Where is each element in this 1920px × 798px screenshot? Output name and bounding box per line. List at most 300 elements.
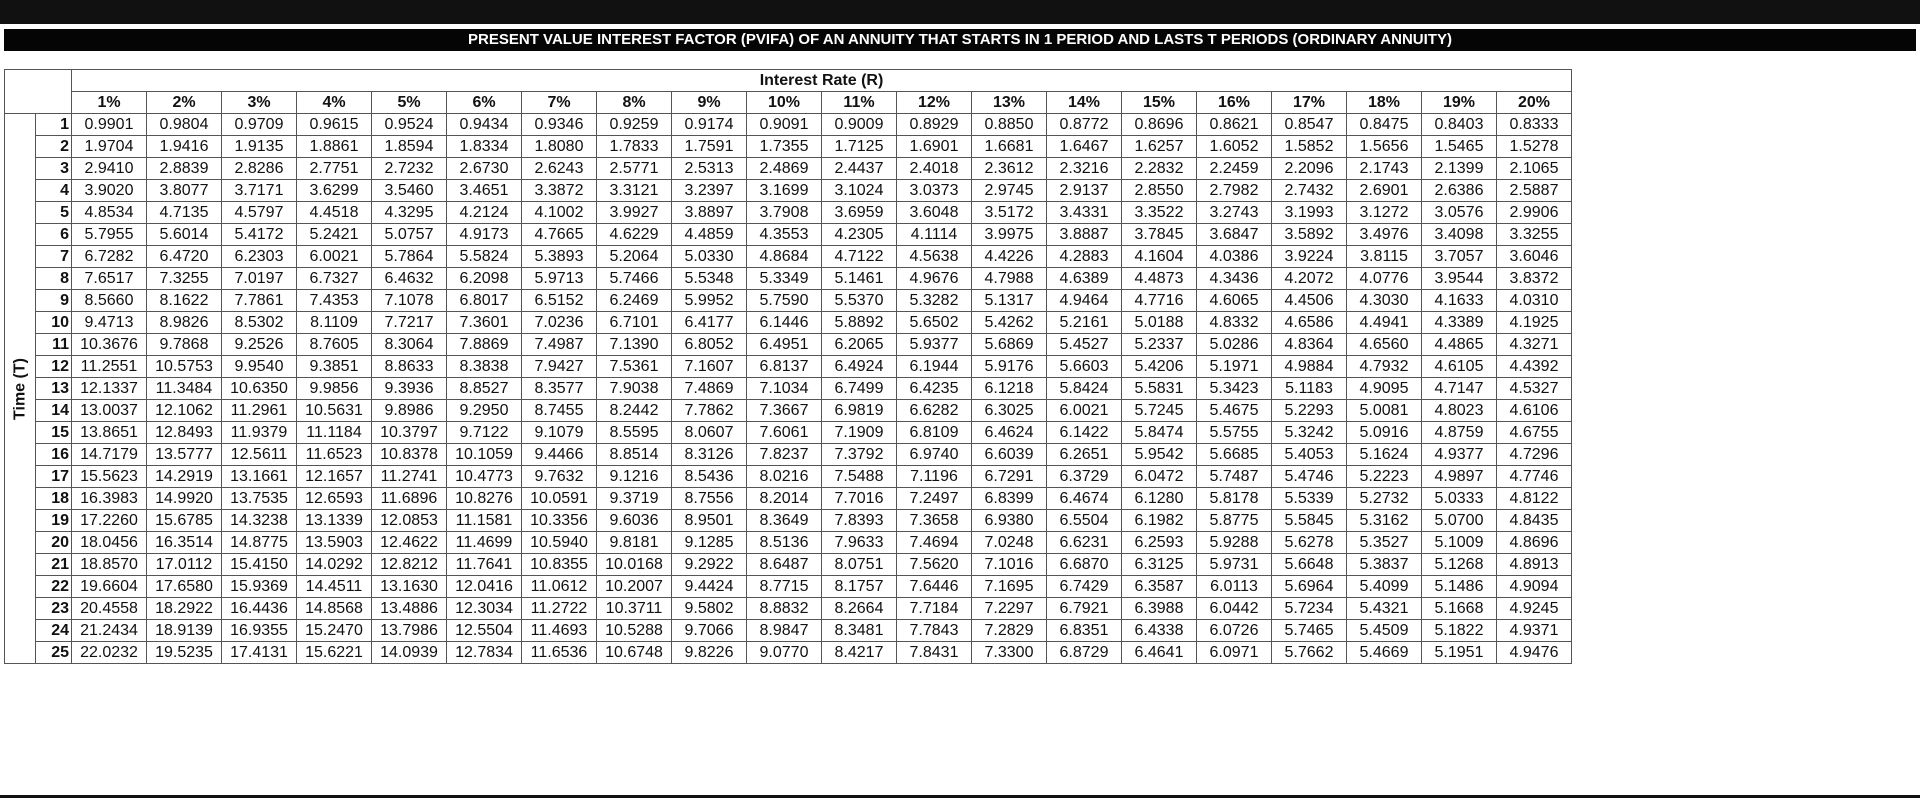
- factor-cell: 0.9091: [747, 114, 822, 136]
- factor-cell: 14.3238: [222, 510, 297, 532]
- factor-cell: 5.1183: [1272, 378, 1347, 400]
- factor-cell: 14.8568: [297, 598, 372, 620]
- factor-cell: 5.6278: [1272, 532, 1347, 554]
- factor-cell: 0.9259: [597, 114, 672, 136]
- table-row: [5, 312, 1572, 334]
- factor-cell: 6.3025: [972, 400, 1047, 422]
- factor-cell: 7.4353: [297, 290, 372, 312]
- factor-cell: 2.6730: [447, 158, 522, 180]
- factor-cell: 5.9731: [1197, 554, 1272, 576]
- factor-cell: 3.0373: [897, 180, 972, 202]
- factor-cell: 0.8929: [897, 114, 972, 136]
- factor-cell: 8.5436: [672, 466, 747, 488]
- factor-cell: 6.8729: [1047, 642, 1122, 664]
- factor-cell: 4.7147: [1422, 378, 1497, 400]
- factor-cell: 0.9346: [522, 114, 597, 136]
- factor-cell: 7.7016: [822, 488, 897, 510]
- factor-cell: 10.8276: [447, 488, 522, 510]
- factor-cell: 17.6580: [147, 576, 222, 598]
- factor-cell: 5.3242: [1272, 422, 1347, 444]
- factor-cell: 0.8475: [1347, 114, 1422, 136]
- factor-cell: 9.7122: [447, 422, 522, 444]
- factor-cell: 2.4018: [897, 158, 972, 180]
- factor-cell: 4.8364: [1272, 334, 1347, 356]
- factor-cell: 4.7296: [1497, 444, 1572, 466]
- factor-cell: 3.7171: [222, 180, 297, 202]
- factor-cell: 3.6048: [897, 202, 972, 224]
- factor-cell: 5.0333: [1422, 488, 1497, 510]
- factor-cell: 8.4217: [822, 642, 897, 664]
- factor-cell: 4.0310: [1497, 290, 1572, 312]
- factor-cell: 6.7499: [822, 378, 897, 400]
- factor-cell: 6.8351: [1047, 620, 1122, 642]
- rate-header-cell: 19%: [1422, 92, 1497, 114]
- factor-cell: 4.4518: [297, 202, 372, 224]
- interest-rate-header: Interest Rate (R): [72, 70, 1572, 92]
- factor-cell: 13.0037: [72, 400, 147, 422]
- time-axis-label: Time (T): [11, 357, 29, 420]
- factor-cell: 4.4941: [1347, 312, 1422, 334]
- factor-cell: 5.3162: [1347, 510, 1422, 532]
- factor-cell: 11.1581: [447, 510, 522, 532]
- factor-cell: 10.3676: [72, 334, 147, 356]
- factor-cell: 5.7245: [1122, 400, 1197, 422]
- table-row: [5, 620, 1572, 642]
- factor-cell: 5.0081: [1347, 400, 1422, 422]
- factor-cell: 7.1078: [372, 290, 447, 312]
- factor-cell: 7.4987: [522, 334, 597, 356]
- factor-cell: 5.1971: [1197, 356, 1272, 378]
- factor-cell: 1.7355: [747, 136, 822, 158]
- factor-cell: 6.3587: [1122, 576, 1197, 598]
- factor-cell: 7.3601: [447, 312, 522, 334]
- factor-cell: 10.4773: [447, 466, 522, 488]
- factor-cell: 9.3719: [597, 488, 672, 510]
- factor-cell: 5.4527: [1047, 334, 1122, 356]
- factor-cell: 4.1002: [522, 202, 597, 224]
- factor-cell: 6.1982: [1122, 510, 1197, 532]
- factor-cell: 8.5660: [72, 290, 147, 312]
- factor-cell: 4.0386: [1197, 246, 1272, 268]
- table-title: PRESENT VALUE INTEREST FACTOR (PVIFA) OF AN ANNUITY THAT STARTS IN 1 PERIOD AND LASTS T PERIODS (ORDINARY ANNUITY): [4, 29, 1916, 51]
- factor-cell: 5.6502: [897, 312, 972, 334]
- factor-cell: 9.6036: [597, 510, 672, 532]
- factor-cell: 6.6231: [1047, 532, 1122, 554]
- factor-cell: 4.4226: [972, 246, 1047, 268]
- table-row: [5, 510, 1572, 532]
- factor-cell: 4.4859: [672, 224, 747, 246]
- factor-cell: 2.1065: [1497, 158, 1572, 180]
- factor-cell: 2.8286: [222, 158, 297, 180]
- factor-cell: 12.8493: [147, 422, 222, 444]
- factor-cell: 5.4262: [972, 312, 1047, 334]
- factor-cell: 5.4669: [1347, 642, 1422, 664]
- factor-cell: 13.7535: [222, 488, 297, 510]
- factor-cell: 9.9856: [297, 378, 372, 400]
- period-label: 1: [36, 114, 72, 136]
- factor-cell: 6.8052: [672, 334, 747, 356]
- header-row-rate-title: [5, 70, 1572, 92]
- factor-cell: 3.8115: [1347, 246, 1422, 268]
- factor-cell: 3.3255: [1497, 224, 1572, 246]
- period-label: 20: [36, 532, 72, 554]
- factor-cell: 8.9501: [672, 510, 747, 532]
- factor-cell: 5.7955: [72, 224, 147, 246]
- factor-cell: 7.8431: [897, 642, 972, 664]
- factor-cell: 4.7932: [1347, 356, 1422, 378]
- rate-header-cell: 13%: [972, 92, 1047, 114]
- factor-cell: 2.6243: [522, 158, 597, 180]
- factor-cell: 4.3030: [1347, 290, 1422, 312]
- period-label: 25: [36, 642, 72, 664]
- factor-cell: 3.1024: [822, 180, 897, 202]
- rate-header-cell: 8%: [597, 92, 672, 114]
- factor-cell: 1.8080: [522, 136, 597, 158]
- factor-cell: 5.1009: [1422, 532, 1497, 554]
- factor-cell: 6.2303: [222, 246, 297, 268]
- factor-cell: 15.5623: [72, 466, 147, 488]
- factor-cell: 5.6685: [1197, 444, 1272, 466]
- factor-cell: 15.4150: [222, 554, 297, 576]
- factor-cell: 7.1607: [672, 356, 747, 378]
- factor-cell: 5.1624: [1347, 444, 1422, 466]
- factor-cell: 4.6065: [1197, 290, 1272, 312]
- factor-cell: 2.9410: [72, 158, 147, 180]
- period-label: 21: [36, 554, 72, 576]
- factor-cell: 1.5852: [1272, 136, 1347, 158]
- factor-cell: 9.7632: [522, 466, 597, 488]
- factor-cell: 18.8570: [72, 554, 147, 576]
- table-row: [5, 268, 1572, 290]
- factor-cell: 6.2469: [597, 290, 672, 312]
- factor-cell: 5.1268: [1422, 554, 1497, 576]
- corner-blank-cell: [5, 70, 72, 114]
- table-row: [5, 334, 1572, 356]
- period-label: 22: [36, 576, 72, 598]
- factor-cell: 6.5152: [522, 290, 597, 312]
- factor-cell: 4.6755: [1497, 422, 1572, 444]
- factor-cell: 18.0456: [72, 532, 147, 554]
- factor-cell: 5.4172: [222, 224, 297, 246]
- factor-cell: 5.5845: [1272, 510, 1347, 532]
- factor-cell: 13.1630: [372, 576, 447, 598]
- factor-cell: 4.3389: [1422, 312, 1497, 334]
- factor-cell: 3.7057: [1422, 246, 1497, 268]
- factor-cell: 5.7466: [597, 268, 672, 290]
- factor-cell: 19.6604: [72, 576, 147, 598]
- factor-cell: 14.4511: [297, 576, 372, 598]
- factor-cell: 4.1925: [1497, 312, 1572, 334]
- factor-cell: 5.8474: [1122, 422, 1197, 444]
- factor-cell: 14.7179: [72, 444, 147, 466]
- factor-cell: 0.8621: [1197, 114, 1272, 136]
- factor-cell: 5.4675: [1197, 400, 1272, 422]
- factor-cell: 2.2096: [1272, 158, 1347, 180]
- factor-cell: 13.1661: [222, 466, 297, 488]
- factor-cell: 7.3300: [972, 642, 1047, 664]
- factor-cell: 1.8594: [372, 136, 447, 158]
- factor-cell: 5.8775: [1197, 510, 1272, 532]
- rate-header-cell: 16%: [1197, 92, 1272, 114]
- factor-cell: 6.4632: [372, 268, 447, 290]
- factor-cell: 5.5339: [1272, 488, 1347, 510]
- factor-cell: 8.1757: [822, 576, 897, 598]
- table-row: [5, 598, 1572, 620]
- factor-cell: 11.3484: [147, 378, 222, 400]
- factor-cell: 7.1034: [747, 378, 822, 400]
- factor-cell: 7.5488: [822, 466, 897, 488]
- factor-cell: 18.9139: [147, 620, 222, 642]
- factor-cell: 4.5797: [222, 202, 297, 224]
- factor-cell: 3.4976: [1347, 224, 1422, 246]
- factor-cell: 8.9847: [747, 620, 822, 642]
- factor-cell: 7.9633: [822, 532, 897, 554]
- factor-cell: 14.8775: [222, 532, 297, 554]
- factor-cell: 5.1461: [822, 268, 897, 290]
- table-row: [5, 488, 1572, 510]
- factor-cell: 4.9464: [1047, 290, 1122, 312]
- factor-cell: 6.7327: [297, 268, 372, 290]
- factor-cell: 16.4436: [222, 598, 297, 620]
- factor-cell: 4.6389: [1047, 268, 1122, 290]
- factor-cell: 7.2297: [972, 598, 1047, 620]
- period-label: 24: [36, 620, 72, 642]
- factor-cell: 7.7843: [897, 620, 972, 642]
- factor-cell: 7.8237: [747, 444, 822, 466]
- factor-cell: 14.0939: [372, 642, 447, 664]
- factor-cell: 2.1743: [1347, 158, 1422, 180]
- factor-cell: 8.1109: [297, 312, 372, 334]
- factor-cell: 0.8547: [1272, 114, 1347, 136]
- factor-cell: 10.3356: [522, 510, 597, 532]
- factor-cell: 9.1285: [672, 532, 747, 554]
- factor-cell: 12.1657: [297, 466, 372, 488]
- factor-cell: 4.9371: [1497, 620, 1572, 642]
- factor-cell: 15.2470: [297, 620, 372, 642]
- factor-cell: 5.2421: [297, 224, 372, 246]
- table-row: [5, 400, 1572, 422]
- factor-cell: 1.5656: [1347, 136, 1422, 158]
- rate-header-cell: 20%: [1497, 92, 1572, 114]
- factor-cell: 5.7234: [1272, 598, 1347, 620]
- table-row: [5, 136, 1572, 158]
- factor-cell: 2.7982: [1197, 180, 1272, 202]
- factor-cell: 9.8986: [372, 400, 447, 422]
- factor-cell: 16.3983: [72, 488, 147, 510]
- factor-cell: 7.4694: [897, 532, 972, 554]
- factor-cell: 3.9020: [72, 180, 147, 202]
- period-label: 8: [36, 268, 72, 290]
- factor-cell: 5.0757: [372, 224, 447, 246]
- factor-cell: 7.3658: [897, 510, 972, 532]
- factor-cell: 11.0612: [522, 576, 597, 598]
- factor-cell: 3.1699: [747, 180, 822, 202]
- factor-cell: 6.4624: [972, 422, 1047, 444]
- factor-cell: 0.9901: [72, 114, 147, 136]
- factor-cell: 5.4206: [1122, 356, 1197, 378]
- factor-cell: 5.2064: [597, 246, 672, 268]
- factor-cell: 11.6536: [522, 642, 597, 664]
- factor-cell: 9.9540: [222, 356, 297, 378]
- factor-cell: 8.2664: [822, 598, 897, 620]
- table-row: [5, 466, 1572, 488]
- factor-cell: 4.8534: [72, 202, 147, 224]
- period-label: 6: [36, 224, 72, 246]
- factor-cell: 6.8137: [747, 356, 822, 378]
- factor-cell: 5.3527: [1347, 532, 1422, 554]
- factor-cell: 13.1339: [297, 510, 372, 532]
- factor-cell: 10.3711: [597, 598, 672, 620]
- factor-cell: 7.9427: [522, 356, 597, 378]
- factor-cell: 7.8869: [447, 334, 522, 356]
- factor-cell: 4.2124: [447, 202, 522, 224]
- factor-cell: 4.7665: [522, 224, 597, 246]
- factor-cell: 9.3851: [297, 356, 372, 378]
- factor-cell: 3.3522: [1122, 202, 1197, 224]
- factor-cell: 1.9704: [72, 136, 147, 158]
- factor-cell: 6.4235: [897, 378, 972, 400]
- factor-cell: 5.8424: [1047, 378, 1122, 400]
- factor-cell: 3.9544: [1422, 268, 1497, 290]
- period-label: 23: [36, 598, 72, 620]
- factor-cell: 9.3936: [372, 378, 447, 400]
- table-row: [5, 158, 1572, 180]
- factor-cell: 10.5288: [597, 620, 672, 642]
- factor-cell: 6.4674: [1047, 488, 1122, 510]
- factor-cell: 1.6052: [1197, 136, 1272, 158]
- factor-cell: 10.8378: [372, 444, 447, 466]
- factor-cell: 4.9095: [1347, 378, 1422, 400]
- factor-cell: 2.2832: [1122, 158, 1197, 180]
- factor-cell: 4.9897: [1422, 466, 1497, 488]
- period-label: 12: [36, 356, 72, 378]
- factor-cell: 8.5136: [747, 532, 822, 554]
- factor-cell: 8.3064: [372, 334, 447, 356]
- factor-cell: 5.9377: [897, 334, 972, 356]
- table-row: [5, 422, 1572, 444]
- factor-cell: 12.0416: [447, 576, 522, 598]
- factor-cell: 6.7429: [1047, 576, 1122, 598]
- period-label: 11: [36, 334, 72, 356]
- factor-cell: 4.8696: [1497, 532, 1572, 554]
- factor-cell: 6.3729: [1047, 466, 1122, 488]
- factor-cell: 7.1695: [972, 576, 1047, 598]
- factor-cell: 16.3514: [147, 532, 222, 554]
- factor-cell: 0.9615: [297, 114, 372, 136]
- factor-cell: 6.6870: [1047, 554, 1122, 576]
- factor-cell: 5.0286: [1197, 334, 1272, 356]
- factor-cell: 2.7751: [297, 158, 372, 180]
- factor-cell: 10.5753: [147, 356, 222, 378]
- factor-cell: 11.7641: [447, 554, 522, 576]
- factor-cell: 4.3271: [1497, 334, 1572, 356]
- factor-cell: 6.8017: [447, 290, 522, 312]
- factor-cell: 4.8684: [747, 246, 822, 268]
- factor-cell: 6.0113: [1197, 576, 1272, 598]
- factor-cell: 3.3121: [597, 180, 672, 202]
- factor-cell: 8.5302: [222, 312, 297, 334]
- factor-cell: 5.1668: [1422, 598, 1497, 620]
- rate-header-cell: 4%: [297, 92, 372, 114]
- factor-cell: 4.4865: [1422, 334, 1497, 356]
- factor-cell: 4.3436: [1197, 268, 1272, 290]
- factor-cell: 4.3295: [372, 202, 447, 224]
- factor-cell: 8.3481: [822, 620, 897, 642]
- factor-cell: 8.8514: [597, 444, 672, 466]
- factor-cell: 17.2260: [72, 510, 147, 532]
- factor-cell: 0.8850: [972, 114, 1047, 136]
- factor-cell: 4.9884: [1272, 356, 1347, 378]
- factor-cell: 3.7908: [747, 202, 822, 224]
- period-label: 2: [36, 136, 72, 158]
- factor-cell: 7.2829: [972, 620, 1047, 642]
- factor-cell: 5.6014: [147, 224, 222, 246]
- factor-cell: 0.9804: [147, 114, 222, 136]
- factor-cell: 5.5755: [1197, 422, 1272, 444]
- factor-cell: 12.1337: [72, 378, 147, 400]
- factor-cell: 5.3423: [1197, 378, 1272, 400]
- factor-cell: 12.3034: [447, 598, 522, 620]
- table-row: [5, 290, 1572, 312]
- table-row: [5, 202, 1572, 224]
- factor-cell: 5.1317: [972, 290, 1047, 312]
- factor-cell: 5.4509: [1347, 620, 1422, 642]
- factor-cell: 5.3282: [897, 290, 972, 312]
- factor-cell: 11.2961: [222, 400, 297, 422]
- factor-cell: 3.6046: [1497, 246, 1572, 268]
- factor-cell: 4.9094: [1497, 576, 1572, 598]
- factor-cell: 10.3797: [372, 422, 447, 444]
- factor-cell: 5.3837: [1347, 554, 1422, 576]
- factor-cell: 11.2741: [372, 466, 447, 488]
- factor-cell: 11.2551: [72, 356, 147, 378]
- factor-cell: 5.5370: [822, 290, 897, 312]
- factor-cell: 5.7465: [1272, 620, 1347, 642]
- factor-cell: 5.4746: [1272, 466, 1347, 488]
- period-label: 10: [36, 312, 72, 334]
- factor-cell: 4.5327: [1497, 378, 1572, 400]
- pvifa-table-container: [4, 69, 1572, 664]
- factor-cell: 2.2459: [1197, 158, 1272, 180]
- factor-cell: 8.0216: [747, 466, 822, 488]
- factor-cell: 9.1216: [597, 466, 672, 488]
- factor-cell: 17.0112: [147, 554, 222, 576]
- factor-cell: 8.7556: [672, 488, 747, 510]
- factor-cell: 5.1486: [1422, 576, 1497, 598]
- factor-cell: 7.6061: [747, 422, 822, 444]
- table-row: [5, 576, 1572, 598]
- factor-cell: 7.0236: [522, 312, 597, 334]
- factor-cell: 3.8077: [147, 180, 222, 202]
- factor-cell: 6.6282: [897, 400, 972, 422]
- factor-cell: 11.2722: [522, 598, 597, 620]
- factor-cell: 9.2950: [447, 400, 522, 422]
- factor-cell: 7.2497: [897, 488, 972, 510]
- factor-cell: 6.9819: [822, 400, 897, 422]
- table-row: [5, 642, 1572, 664]
- factor-cell: 0.9524: [372, 114, 447, 136]
- factor-cell: 11.9379: [222, 422, 297, 444]
- factor-cell: 5.3349: [747, 268, 822, 290]
- factor-cell: 6.3988: [1122, 598, 1197, 620]
- factor-cell: 6.2098: [447, 268, 522, 290]
- factor-cell: 4.2883: [1047, 246, 1122, 268]
- rate-header-cell: 18%: [1347, 92, 1422, 114]
- factor-cell: 3.6847: [1197, 224, 1272, 246]
- factor-cell: 4.8122: [1497, 488, 1572, 510]
- factor-cell: 11.1184: [297, 422, 372, 444]
- factor-cell: 6.1280: [1122, 488, 1197, 510]
